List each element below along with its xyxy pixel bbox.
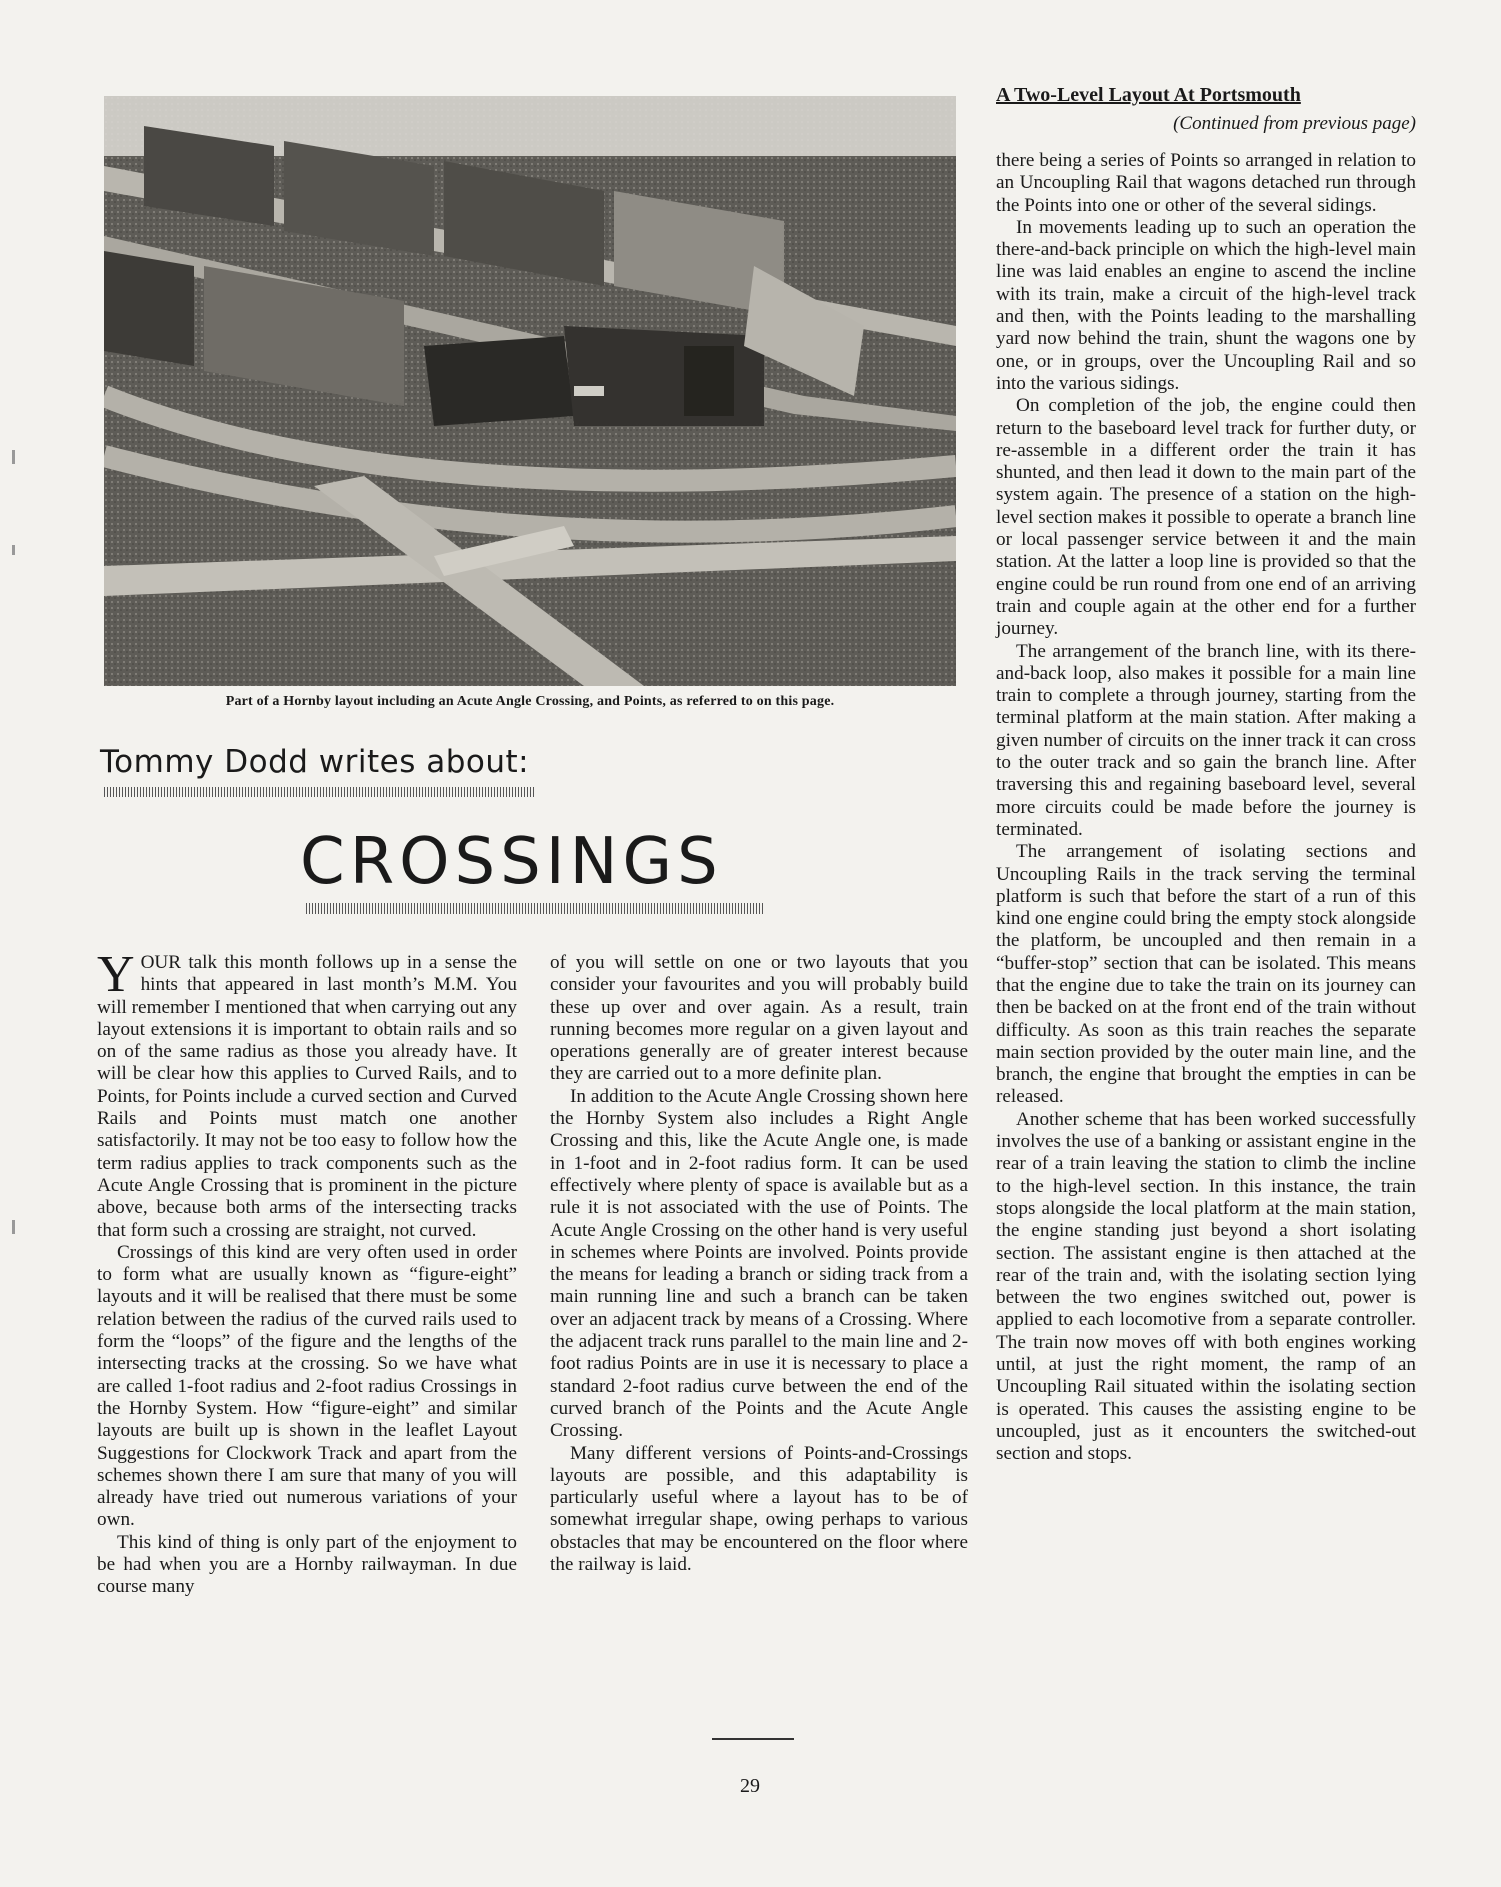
article-column-1 xyxy=(97,946,517,1599)
continued-note: (Continued from previous page) xyxy=(1173,113,1416,134)
paragraph: Crossings of this kind are very often used in order to form what are usually known as “figure-eight” layouts and it will be realised that there must be some relation between the radius of the curved rails used to form the “loops” of the figure and the lengths of the intersecting tracks at the crossing. So we have what are called 1-foot radius and 2-foot radius Crossings in the Hornby System. How “figure-eight” and similar layouts are built up is shown in the leaflet Layout Suggestions for Clockwork Track and apart from the schemes shown there I am sure that many of you will already have tried out numerous variations of your own. xyxy=(97,1241,517,1531)
scan-mark xyxy=(12,450,15,464)
paragraph: The arrangement of isolating sections and Uncoupling Rails in the track serving the terminal platform is such that before the start of a run of this kind one engine could bring the empty stock alongside the platform, be uncoupled and then remain in a “buffer-stop” section that can be isolated. This means that the engine due to take the train on its journey can then be backed on at the front end of the train without difficulty. As soon as this train reaches the separate main section provided by the outer main line, and the branch, the engine that brought the empties in can be released. xyxy=(996,841,1416,1108)
paragraph: In addition to the Acute Angle Crossing shown here the Hornby System also includes a Right Angle Crossing and this, like the Acute Angle one, is made in 1-foot and in 2-foot radius form. It can be used effectively where plenty of space is available but as a rule it is not associated with the use of Points. The Acute Angle Crossing on the other hand is very useful in schemes where Points are involved. Points provide the means for leading a branch or siding track from a main running line and such a branch can be taken over an adjacent track by means of a Crossing. Where the adjacent track runs parallel to the main line and 2-foot radius Points are in use it is necessary to place a standard 2-foot radius curve between the end of the curved branch of the Points and the Acute Angle Crossing. xyxy=(550,1085,968,1442)
paragraph: Many different versions of Points-and-Crossings layouts are possible, and this adaptability is particularly useful where a layout has to be of somewhat irregular shape, owing perhaps to various obstacles that may be encountered on the floor where the railway is laid. xyxy=(550,1442,968,1576)
photo-caption: Part of a Hornby layout including an Acute Angle Crossing, and Points, as referred to on this page. xyxy=(225,694,835,709)
paragraph xyxy=(97,946,517,1242)
decorative-rule xyxy=(104,787,534,797)
end-rule xyxy=(712,1738,794,1740)
layout-photo xyxy=(104,96,956,686)
article-column-2 xyxy=(550,952,968,1576)
sidebar-column xyxy=(996,150,1416,1466)
page-number: 29 xyxy=(740,1775,760,1797)
sidebar-title: A Two-Level Layout At Portsmouth xyxy=(996,84,1301,106)
article-headline: CROSSINGS xyxy=(300,825,723,899)
scan-mark xyxy=(12,545,15,555)
paragraph: there being a series of Points so arranged in relation to an Uncoupling Rail that wagons detached run through the Points into one or other of the several sidings. xyxy=(996,150,1416,216)
decorative-rule xyxy=(306,903,764,914)
paragraph-text: OUR talk this month follows up in a sense the hints that appeared in last month’s M.M. You will remember I mentioned that when carrying out any layout extensions it is important to obtain rails and so on of the same radius as those you already have. It will be clear how this applies to Curved Rails, and to Points, for Points include a curved section and Curved Rails and Points must match one another satisfactorily. It may not be too easy to follow how the term radius applies to track components such as the Acute Angle Crossing that is prominent in the picture above, because both arms of the intersecting tracks that form such a crossing are straight, not curved. xyxy=(97,952,517,1241)
drop-cap: Y xyxy=(97,946,135,1003)
paragraph: On completion of the job, the engine could then return to the baseboard level track for further duty, or re-assemble in a different order the train it has shunted, and then lead it down to the main part of the system again. The presence of a station on the high-level section makes it possible to operate a branch line or local passenger service between it and the main station. At the latter a loop line is provided so that the engine could be run round from one end of an arriving train and couple again at the other end for a further journey. xyxy=(996,395,1416,640)
paragraph: Another scheme that has been worked successfully involves the use of a banking or assistant engine in the rear of a train leaving the station to climb the incline to the high-level section. In this instance, the train stops alongside the local platform at the main station, the engine standing just beyond a short isolating section. The assistant engine is then attached at the rear of the train and, with the isolating section lying between the two engines switched out, power is applied to each locomotive from a separate controller. The train now moves off with both engines working until, at just the right moment, the ramp of an Uncoupling Rail situated within the isolating section is operated. This causes the assisting engine to be uncoupled, just as it encounters the switched-out section and stops. xyxy=(996,1108,1416,1465)
article-byline: Tommy Dodd writes about: xyxy=(100,744,530,780)
paragraph: of you will settle on one or two layouts that you consider your favourites and you will probably build these up over and over again. As a result, train running becomes more regular on a given layout and operations generally are of greater interest because they are carried out to a more definite plan. xyxy=(550,952,968,1085)
scan-mark xyxy=(12,1220,15,1234)
paragraph: This kind of thing is only part of the enjoyment to be had when you are a Hornby railwayman. In due course many xyxy=(97,1531,517,1598)
paragraph: The arrangement of the branch line, with its there-and-back loop, also makes it possible for a main line train to complete a through journey, starting from the terminal platform at the main station. After making a given number of circuits on the inner track it can cross to the outer track and so gain the branch line. After traversing this and regaining baseboard level, several more circuits could be made before the journey is terminated. xyxy=(996,640,1416,840)
paragraph: In movements leading up to such an operation the there-and-back principle on which the high-level main line was laid enables an engine to ascend the incline with its train, make a circuit of the high-level track and then, with the Points leading to the marshalling yard now behind the train, shunt the wagons one by one, or in groups, over the Uncoupling Rail and so into the various sidings. xyxy=(996,216,1416,394)
